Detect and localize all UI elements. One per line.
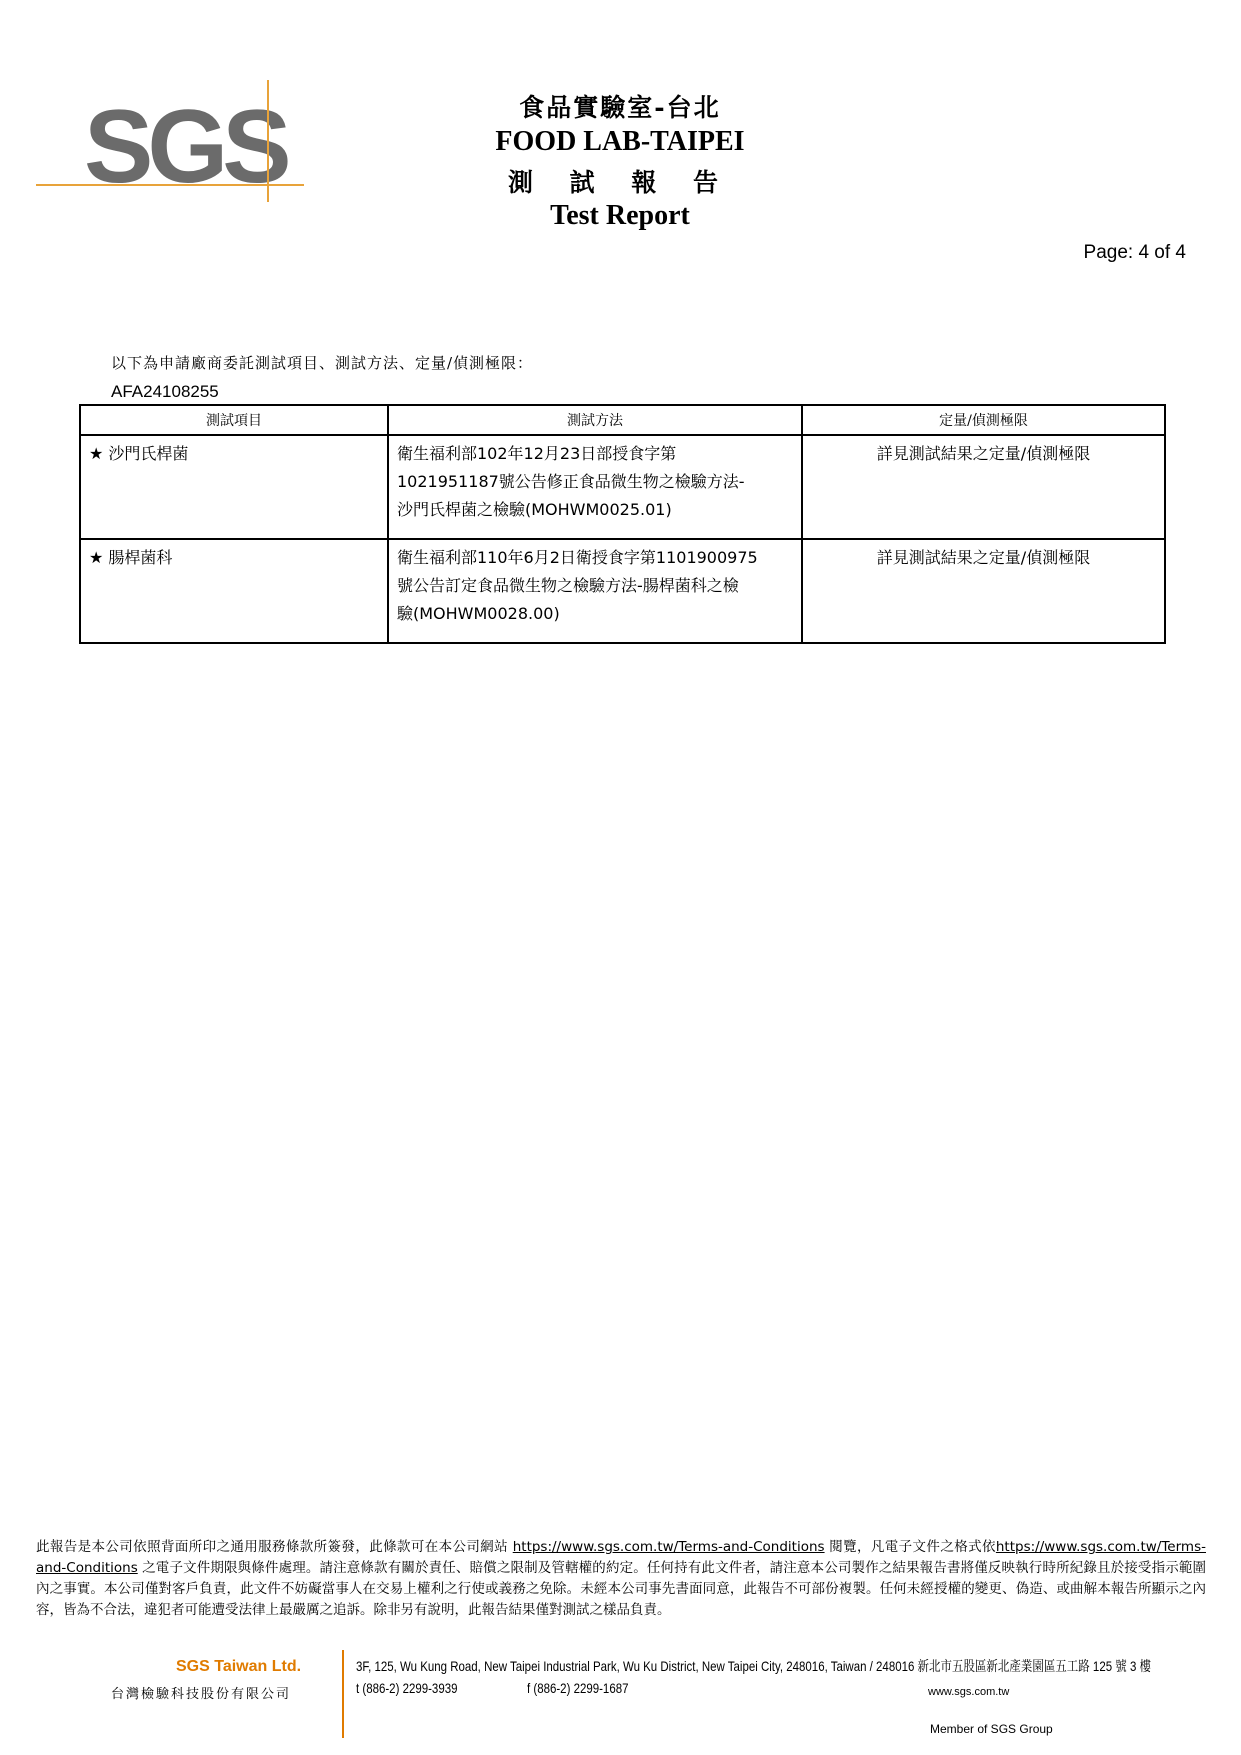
method-line: 號公告訂定食品微生物之檢驗方法-腸桿菌科之檢 bbox=[397, 576, 739, 595]
disclaimer-text: 閱覽，凡電子文件之格式依 bbox=[824, 1539, 996, 1555]
method-line: 衛生福利部102年12月23日部授食字第 bbox=[397, 444, 677, 463]
method-line: 1021951187號公告修正食品微生物之檢驗方法- bbox=[397, 472, 745, 491]
header-test-method: 測試方法 bbox=[388, 405, 802, 435]
cell-detection-limit: 詳見測試結果之定量/偵測極限 bbox=[802, 539, 1165, 643]
disclaimer-text: 之電子文件期限與條件處理。請注意條款有關於責任、賠償之限制及管轄權的約定。任何持有此文件者，請注意本公司製作之結果報告書將僅反映執行時所紀錄且於接受指示範圍內之事實。本公司僅對客戶負責，此文件不妨礙當事人在交易上權利之行使或義務之免除。未經本公司事先書面同意，此報告不可部份複製。任何未經授權的變更、偽造、或曲解本報告所顯示之內容，皆為不合法，違犯者可能遭受法律上最嚴厲之追訴。除非另有說明，此報告結果僅對測試之樣品負責。 bbox=[36, 1560, 1206, 1618]
method-line: 衛生福利部110年6月2日衛授食字第1101900975 bbox=[397, 548, 758, 567]
logo-text: SGS bbox=[84, 89, 286, 205]
lab-title-en: FOOD LAB-TAIPEI bbox=[495, 126, 745, 157]
sgs-logo bbox=[36, 80, 316, 205]
cell-test-item: ★ 沙門氏桿菌 bbox=[80, 435, 388, 539]
header-test-item: 測試項目 bbox=[80, 405, 388, 435]
company-address: 3F, 125, Wu Kung Road, New Taipei Industrial Park, Wu Ku District, New Taipei City, 248016, Taiwan / 248016 新北市五股區新北產業園區五工路 125 號 3 樓 bbox=[356, 1658, 1152, 1674]
fax-number: f (886-2) 2299-1687 bbox=[527, 1680, 629, 1696]
table-header-row bbox=[80, 405, 1165, 435]
lab-title-zh: 食品實驗室-台北 bbox=[519, 93, 721, 122]
phone-number: t (886-2) 2299-3939 bbox=[356, 1680, 458, 1696]
report-number: AFA24108255 bbox=[111, 382, 219, 401]
method-line: 沙門氏桿菌之檢驗(MOHWM0025.01) bbox=[397, 500, 672, 519]
test-items-table bbox=[79, 404, 1166, 644]
member-text: Member of SGS Group bbox=[930, 1722, 1053, 1736]
footer-divider bbox=[342, 1650, 344, 1738]
table-row bbox=[80, 435, 1165, 539]
company-name-en: SGS Taiwan Ltd. bbox=[176, 1658, 302, 1675]
website-link[interactable]: www.sgs.com.tw bbox=[928, 1686, 1010, 1698]
cell-test-item: ★ 腸桿菌科 bbox=[80, 539, 388, 643]
disclaimer-text: 此報告是本公司依照背面所印之通用服務條款所簽發，此條款可在本公司網站 bbox=[36, 1539, 513, 1555]
legal-disclaimer bbox=[36, 1537, 1206, 1621]
page-number: Page: 4 of 4 bbox=[1083, 242, 1186, 263]
table-row bbox=[80, 539, 1165, 643]
header-detection-limit: 定量/偵測極限 bbox=[802, 405, 1165, 435]
company-name-zh: 台灣檢驗科技股份有限公司 bbox=[111, 1687, 292, 1702]
cell-detection-limit: 詳見測試結果之定量/偵測極限 bbox=[802, 435, 1165, 539]
intro-text: 以下為申請廠商委託測試項目、測試方法、定量/偵測極限： bbox=[111, 354, 534, 372]
cell-test-method bbox=[388, 539, 802, 643]
cell-test-method bbox=[388, 435, 802, 539]
report-title-zh: 測 試 報 告 bbox=[507, 168, 733, 197]
method-line: 驗(MOHWM0028.00) bbox=[397, 604, 560, 623]
terms-link[interactable]: https://www.sgs.com.tw/Terms-and-Conditions bbox=[512, 1539, 825, 1555]
report-title-en: Test Report bbox=[550, 200, 690, 231]
terms-link[interactable]: https://www.sgs.com.tw/Terms-and-Conditions bbox=[36, 1539, 1206, 1576]
